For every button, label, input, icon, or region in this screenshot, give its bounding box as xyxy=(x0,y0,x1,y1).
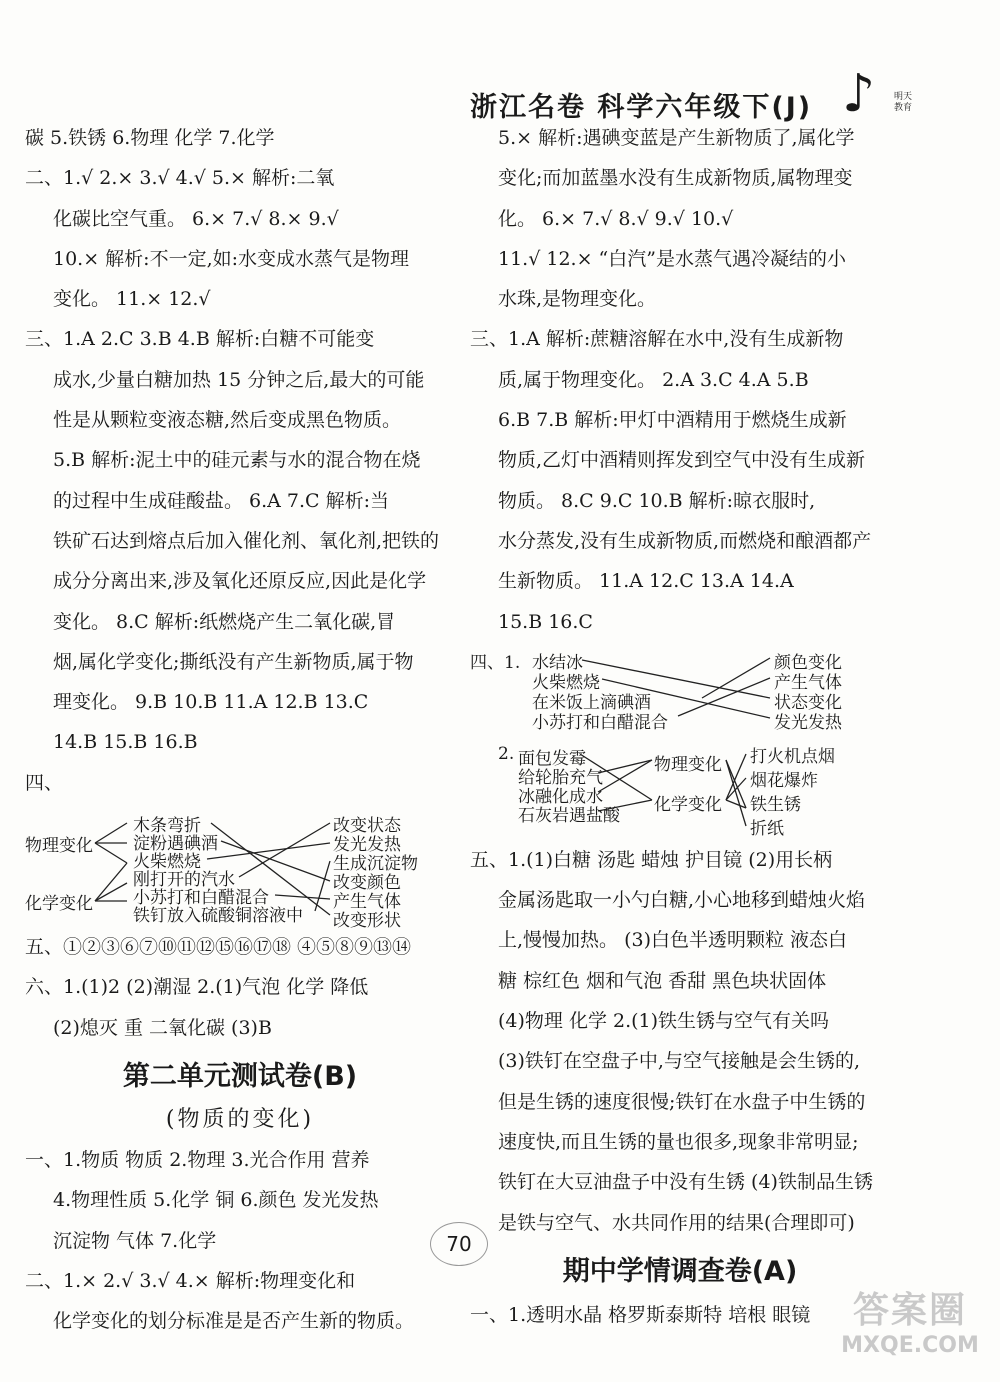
answer-line: 水分蒸发,没有生成新物质,而燃烧和酿酒都产 xyxy=(498,529,872,552)
matching-diagram-right-1 xyxy=(470,646,890,736)
diagram-prefix: 四、1. xyxy=(470,652,521,673)
matching-diagram-right-2 xyxy=(470,742,890,839)
diagram-item: 小苏打和白醋混合 xyxy=(532,712,668,733)
right-answers-b xyxy=(470,840,890,1243)
right-answers-c xyxy=(470,1295,890,1335)
diagram-item: 给轮胎充气 xyxy=(518,767,603,788)
matching-diagram-left xyxy=(25,803,455,932)
diagram-prefix: 2. xyxy=(498,743,515,764)
answer-line: 变化;而加蓝墨水没有生成新物质,属物理变 xyxy=(498,167,853,190)
answer-line: 六、1.(1)2 (2)潮湿 2.(1)气泡 化学 降低 xyxy=(25,976,369,999)
section-title: 第二单元测试卷(B) xyxy=(122,1060,358,1092)
left-column xyxy=(25,118,455,1341)
answer-line: 是铁与空气、水共同作用的结果(合理即可) xyxy=(498,1211,855,1234)
diagram-result: 折纸 xyxy=(750,818,784,839)
answer-line: 6.B 7.B 解析:甲灯中酒精用于燃烧生成新 xyxy=(498,409,847,432)
answer-line: 水珠,是物理变化。 xyxy=(498,288,657,311)
diagram-result: 改变形状 xyxy=(333,911,401,932)
diagram-item: 水结冰 xyxy=(532,652,583,673)
diagram-item: 刚打开的汽水 xyxy=(133,870,235,891)
diagram-result: 发光发热 xyxy=(774,712,842,733)
answer-line: 化。 6.× 7.√ 8.√ 9.√ 10.√ xyxy=(498,207,734,230)
answer-line: 五、①②③⑥⑦⑩⑪⑫⑮⑯⑰⑱ ④⑤⑧⑨⑬⑭ xyxy=(25,936,412,959)
answer-line: 11.√ 12.× “白汽”是水蒸气遇冷凝结的小 xyxy=(498,247,846,270)
logo-mark-icon: ♪ xyxy=(842,64,876,124)
diagram-item: 在米饭上滴碘酒 xyxy=(532,692,651,713)
page-number: 70 xyxy=(430,1222,488,1266)
answer-line: 成水,少量白糖加热 15 分钟之后,最大的可能 xyxy=(53,368,425,391)
category-physical: 物理变化 xyxy=(25,836,93,857)
answer-line: 14.B 15.B 16.B xyxy=(53,731,198,754)
diagram-result: 烟花爆炸 xyxy=(750,770,818,791)
answer-line: 速度快,而且生锈的量也很多,现象非常明显; xyxy=(498,1130,859,1153)
answer-line: 理变化。 9.B 10.B 11.A 12.B 13.C xyxy=(53,691,369,714)
diagram-item: 淀粉遇碘酒 xyxy=(133,834,218,855)
diagram-result: 颜色变化 xyxy=(774,652,842,673)
book-title: 浙江名卷 科学六年级下(J) xyxy=(470,92,813,123)
answer-line: (2)熄灭 重 二氧化碳 (3)B xyxy=(53,1016,272,1039)
diagram-item: 铁钉放入硫酸铜溶液中 xyxy=(133,906,303,927)
category-chemical: 化学变化 xyxy=(25,894,93,915)
answer-line: 二、1.× 2.√ 3.√ 4.× 解析:物理变化和 xyxy=(25,1269,356,1292)
answer-line: 4.物理性质 5.化学 铜 6.颜色 发光发热 xyxy=(53,1189,379,1212)
answer-line: 的过程中生成硅酸盐。 6.A 7.C 解析:当 xyxy=(53,489,390,512)
diagram-result: 生成沉淀物 xyxy=(333,854,418,875)
answer-line: 三、1.A 2.C 3.B 4.B 解析:白糖不可能变 xyxy=(25,328,375,351)
answer-line: 化学变化的划分标准是是否产生新的物质。 xyxy=(53,1310,415,1333)
answer-line: 物质,乙灯中酒精则挥发到空气中没有生成新 xyxy=(498,449,866,472)
answer-line: 质,属于物理变化。 2.A 3.C 4.A 5.B xyxy=(498,368,809,391)
diagram-result: 产生气体 xyxy=(333,892,401,913)
answer-line: 但是生锈的速度很慢;铁钉在水盘子中生锈的 xyxy=(498,1090,866,1113)
logo-text: 明天教育 xyxy=(894,92,913,113)
left-answers-a xyxy=(25,118,455,803)
answer-line: 铁钉在大豆油盘子中没有生锈 (4)铁制品生锈 xyxy=(498,1171,873,1194)
right-column xyxy=(470,118,890,1335)
answer-line: 一、1.透明水晶 格罗斯泰斯特 培根 眼镜 xyxy=(470,1303,811,1326)
diagram-result: 铁生锈 xyxy=(750,794,801,815)
watermark-url: MXQE.COM xyxy=(841,1333,979,1358)
answer-line: 5.× 解析:遇碘变蓝是产生新物质了,属化学 xyxy=(498,127,855,149)
answer-line: 烟,属化学变化;撕纸没有产生新物质,属于物 xyxy=(53,650,414,673)
diagram-item: 火柴燃烧 xyxy=(532,672,600,693)
answer-line: 金属汤匙取一小勺白糖,小心地移到蜡烛火焰 xyxy=(498,889,866,912)
section-subtitle: (物质的变化) xyxy=(165,1106,315,1132)
diagram-item: 火柴燃烧 xyxy=(133,852,201,873)
answer-line: 成分分离出来,涉及氧化还原反应,因此是化学 xyxy=(53,570,427,593)
answer-line: 沉淀物 气体 7.化学 xyxy=(53,1229,217,1252)
right-answers-a xyxy=(470,118,890,642)
category-chemical: 化学变化 xyxy=(654,794,722,815)
diagram-result: 发光发热 xyxy=(333,835,401,856)
watermark-text: 答案圈 xyxy=(852,1290,967,1331)
diagram-result: 打火机点烟 xyxy=(750,746,835,767)
diagram-item: 木条弯折 xyxy=(133,816,201,837)
answer-line: 5.B 解析:泥土中的硅元素与水的混合物在烧 xyxy=(53,449,421,472)
answer-line: 四、 xyxy=(25,771,64,794)
answer-line: 生新物质。 11.A 12.C 13.A 14.A xyxy=(498,570,794,593)
answer-line: 变化。 11.× 12.√ xyxy=(53,288,211,311)
answer-line: 15.B 16.C xyxy=(498,610,593,633)
left-answers-c xyxy=(25,1140,455,1341)
answer-line: (4)物理 化学 2.(1)铁生锈与空气有关吗 xyxy=(498,1010,830,1033)
answer-line: 物质。 8.C 9.C 10.B 解析:晾衣服时, xyxy=(498,489,816,512)
watermark-logo xyxy=(830,1282,990,1377)
answer-line: 碳 5.铁锈 6.物理 化学 7.化学 xyxy=(25,127,275,149)
diagram-result: 状态变化 xyxy=(774,692,842,713)
diagram-item: 冰融化成水 xyxy=(518,786,603,807)
answer-line: 上,慢慢加热。 (3)白色半透明颗粒 液态白 xyxy=(498,929,848,952)
answer-line: 糖 棕红色 烟和气泡 香甜 黑色块状固体 xyxy=(498,969,827,992)
answer-line: 化碳比空气重。 6.× 7.√ 8.× 9.√ xyxy=(53,207,339,230)
answer-line: (3)铁钉在空盘子中,与空气接触是会生锈的, xyxy=(498,1050,860,1073)
diagram-item: 石灰岩遇盐酸 xyxy=(518,805,620,826)
answer-line: 五、1.(1)白糖 汤匙 蜡烛 护目镜 (2)用长柄 xyxy=(470,848,833,871)
answer-line: 二、1.√ 2.× 3.√ 4.√ 5.× 解析:二氧 xyxy=(25,167,335,190)
diagram-result: 改变状态 xyxy=(333,816,401,837)
answer-line: 铁矿石达到熔点后加入催化剂、氧化剂,把铁的 xyxy=(53,529,440,552)
category-physical: 物理变化 xyxy=(654,754,722,775)
diagram-result: 改变颜色 xyxy=(333,873,401,894)
diagram-result: 产生气体 xyxy=(774,672,842,693)
diagram-item: 面包发霉 xyxy=(518,748,586,769)
answer-line: 一、1.物质 物质 2.物理 3.光合作用 营养 xyxy=(25,1148,370,1171)
left-answers-b xyxy=(25,927,455,1048)
answer-line: 变化。 8.C 解析:纸燃烧产生二氧化碳,冒 xyxy=(53,610,396,633)
answer-line: 性是从颗粒变液态糖,然后变成黑色物质。 xyxy=(53,409,402,432)
section-title: 期中学情调查卷(A) xyxy=(562,1255,798,1287)
answer-line: 10.× 解析:不一定,如:水变成水蒸气是物理 xyxy=(53,247,410,270)
diagram-item: 小苏打和白醋混合 xyxy=(133,888,269,909)
answer-line: 三、1.A 解析:蔗糖溶解在水中,没有生成新物 xyxy=(470,328,844,351)
